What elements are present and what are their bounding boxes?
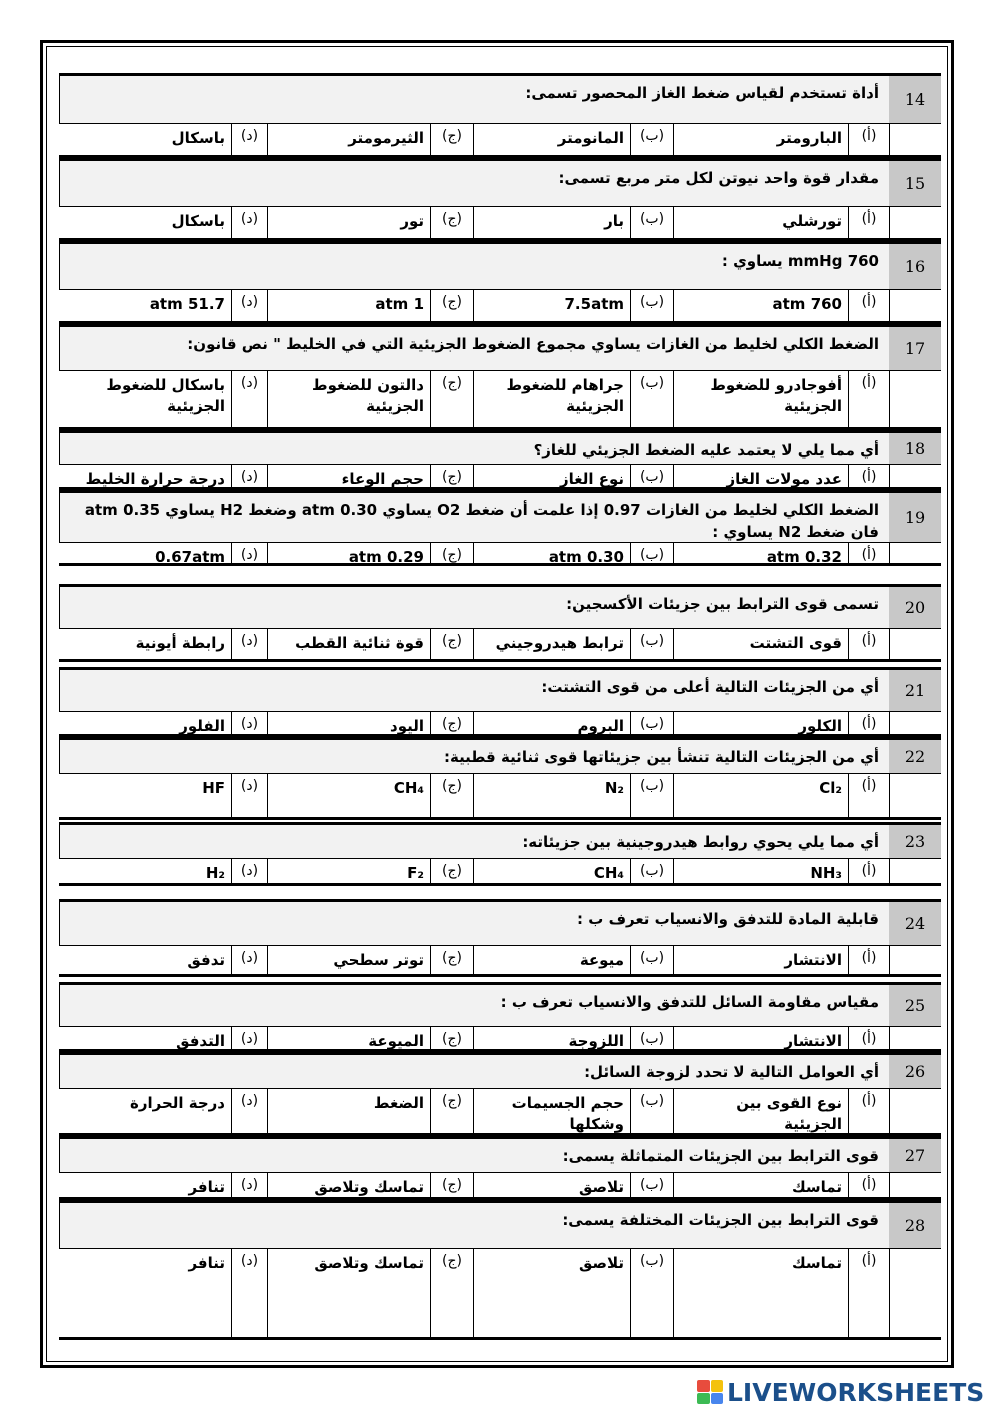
- question-number: 19: [889, 493, 941, 542]
- question-row: [59, 433, 941, 465]
- option-b-text[interactable]: 7.5atm: [473, 290, 630, 321]
- answer-row: [59, 859, 941, 883]
- question-row: [59, 1055, 941, 1089]
- option-a-text[interactable]: 760 atm: [673, 290, 848, 321]
- option-a-label: (أ): [848, 712, 889, 734]
- question-number: 15: [889, 161, 941, 206]
- option-b-label: (ب): [630, 774, 673, 817]
- answer-cell[interactable]: [889, 207, 941, 238]
- answer-cell[interactable]: [889, 465, 941, 487]
- option-c-text[interactable]: دالتون للضغوط الجزيئية: [267, 371, 430, 427]
- option-d-text[interactable]: تنافر: [188, 1178, 225, 1196]
- answer-cell[interactable]: [889, 712, 941, 734]
- answer-cell[interactable]: [889, 290, 941, 321]
- option-a-label: (أ): [848, 371, 889, 427]
- question-number: 21: [889, 670, 941, 711]
- option-b-text[interactable]: اللزوجة: [473, 1027, 630, 1049]
- option-d-label: (د): [231, 371, 267, 427]
- option-b-text[interactable]: المانومتر: [473, 124, 630, 155]
- answer-row: [59, 207, 941, 238]
- option-a-label: (أ): [848, 859, 889, 883]
- option-a-text[interactable]: Cl₂: [673, 774, 848, 817]
- question-block: [59, 1200, 941, 1340]
- answer-row: [59, 290, 941, 321]
- question-number: 14: [889, 76, 941, 123]
- option-b-text[interactable]: N₂: [473, 774, 630, 817]
- option-b-label: (ب): [630, 1027, 673, 1049]
- question-number: 23: [889, 825, 941, 858]
- answer-row: [59, 629, 941, 659]
- answer-cell[interactable]: [889, 774, 941, 817]
- option-d-label: (د): [231, 859, 267, 883]
- question-text: أي من الجزيئات التالية أعلى من قوى التشتت:: [59, 670, 889, 711]
- option-a-label: (أ): [848, 290, 889, 321]
- option-c-label: (ج): [430, 371, 473, 427]
- option-a-label: (أ): [848, 207, 889, 238]
- option-c-label: (ج): [430, 712, 473, 734]
- option-a-label: (أ): [848, 1173, 889, 1197]
- option-c-label: (ج): [430, 1027, 473, 1049]
- option-d-text[interactable]: درجة الحرارة: [129, 1094, 225, 1112]
- answer-row: [59, 371, 941, 427]
- option-b-label: (ب): [630, 465, 673, 487]
- question-text: مقدار قوة واحد نيوتن لكل متر مربع تسمى:: [59, 161, 889, 206]
- option-a-text[interactable]: الكلور: [673, 712, 848, 734]
- option-d-text[interactable]: باسكال: [171, 212, 225, 230]
- answer-row: [59, 124, 941, 155]
- question-text: قابلية المادة للتدفق والانسياب تعرف ب :: [59, 902, 889, 945]
- answer-cell[interactable]: [889, 946, 941, 974]
- option-b-text[interactable]: بار: [473, 207, 630, 238]
- option-c-text[interactable]: تور: [267, 207, 430, 238]
- option-c-text[interactable]: 1 atm: [267, 290, 430, 321]
- option-d-label: (د): [231, 1027, 267, 1049]
- option-c-text[interactable]: الثيرمومتر: [267, 124, 430, 155]
- option-d-label: (د): [231, 1173, 267, 1197]
- answer-row: [59, 712, 941, 734]
- option-d-label: (د): [231, 543, 267, 563]
- option-c-label: (ج): [430, 946, 473, 974]
- option-a-label: (أ): [848, 543, 889, 563]
- option-d-text[interactable]: HF: [202, 779, 225, 797]
- answer-cell[interactable]: [889, 1249, 941, 1337]
- option-d-label: (د): [231, 207, 267, 238]
- liveworksheets-logo: [697, 1379, 984, 1405]
- answer-cell[interactable]: [889, 859, 941, 883]
- question-text: أي العوامل التالية لا تحدد لزوجة السائل:: [59, 1055, 889, 1088]
- logo-text: LIVEWORKSHEETS: [727, 1377, 985, 1407]
- question-block: [59, 1136, 941, 1200]
- option-b-label: (ب): [630, 1249, 673, 1337]
- option-b-text[interactable]: ميوعة: [473, 946, 630, 974]
- option-d-text[interactable]: رابطة أيونية: [135, 634, 225, 652]
- option-d-text[interactable]: درجة حرارة الخليط: [85, 470, 225, 488]
- option-a-text[interactable]: تماسك: [673, 1249, 848, 1337]
- option-a-text[interactable]: نوع القوى بين الجزيئية: [673, 1089, 848, 1133]
- option-d-text[interactable]: باسكال: [171, 129, 225, 147]
- option-d-label: (د): [231, 290, 267, 321]
- option-a-label: (أ): [848, 629, 889, 659]
- option-b-label: (ب): [630, 543, 673, 563]
- option-a-label: (أ): [848, 124, 889, 155]
- option-a-label: (أ): [848, 1089, 889, 1133]
- option-d-label: (د): [231, 1089, 267, 1133]
- option-d-label: (د): [231, 774, 267, 817]
- option-c-text[interactable]: توتر سطحي: [267, 946, 430, 974]
- question-row: [59, 825, 941, 859]
- question-row: [59, 1203, 941, 1249]
- question-text: الضغط الكلي لخليط من الغازات 0.97 إذا علمت أن ضغط O2 يساوي 0.30 atm وضغط H2 يساوي 0.35 atm فان ضغط N2 يساوي :: [59, 493, 889, 542]
- question-row: [59, 740, 941, 774]
- option-a-label: (أ): [848, 1249, 889, 1337]
- answer-cell[interactable]: [889, 124, 941, 155]
- option-c-label: (ج): [430, 629, 473, 659]
- option-c-text[interactable]: F₂: [267, 859, 430, 883]
- option-d-text[interactable]: 51.7 atm: [149, 295, 225, 313]
- option-d-text[interactable]: H₂: [205, 864, 225, 882]
- question-row: [59, 902, 941, 946]
- option-b-text[interactable]: تلاصق: [473, 1249, 630, 1337]
- option-d-label: (د): [231, 946, 267, 974]
- option-a-text[interactable]: أفوجادرو للضغوط الجزيئية: [673, 371, 848, 427]
- answer-cell[interactable]: [889, 1089, 941, 1133]
- question-number: 25: [889, 985, 941, 1026]
- question-text: قوى الترابط بين الجزيئات المتماثلة يسمى:: [59, 1139, 889, 1172]
- option-c-text[interactable]: CH₄: [267, 774, 430, 817]
- question-text: مقياس مقاومة السائل للتدفق والانسياب تعرف ب :: [59, 985, 889, 1026]
- answer-row: [59, 1027, 941, 1049]
- option-b-label: (ب): [630, 629, 673, 659]
- option-c-label: (ج): [430, 207, 473, 238]
- option-a-label: (أ): [848, 946, 889, 974]
- question-row: [59, 985, 941, 1027]
- option-a-text[interactable]: عدد مولات الغاز: [673, 465, 848, 487]
- option-c-label: (ج): [430, 1173, 473, 1197]
- option-b-label: (ب): [630, 1173, 673, 1197]
- question-block: [59, 324, 941, 430]
- option-b-label: (ب): [630, 290, 673, 321]
- option-d-text[interactable]: التدفق: [176, 1032, 225, 1050]
- option-a-text[interactable]: تماسك: [673, 1173, 848, 1197]
- option-a-text[interactable]: 0.32 atm: [673, 543, 848, 563]
- question-text: قوى الترابط بين الجزيئات المختلفة يسمى:: [59, 1203, 889, 1248]
- answer-row: [59, 1249, 941, 1337]
- option-a-text[interactable]: الانتشار: [673, 1027, 848, 1049]
- option-a-text[interactable]: NH₃: [673, 859, 848, 883]
- option-d-text[interactable]: 0.67atm: [155, 548, 225, 566]
- option-b-label: (ب): [630, 371, 673, 427]
- option-a-text[interactable]: تورشلي: [673, 207, 848, 238]
- question-block: [59, 241, 941, 324]
- question-text: 760 mmHg يساوي :: [59, 244, 889, 289]
- option-c-text[interactable]: 0.29 atm: [267, 543, 430, 563]
- option-a-text[interactable]: البارومتر: [673, 124, 848, 155]
- question-number: 22: [889, 740, 941, 773]
- option-b-text[interactable]: تلاصق: [473, 1173, 630, 1197]
- option-a-label: (أ): [848, 774, 889, 817]
- option-d-label: (د): [231, 1249, 267, 1337]
- option-b-label: (ب): [630, 207, 673, 238]
- question-row: [59, 587, 941, 629]
- option-d-text[interactable]: تنافر: [188, 1254, 225, 1272]
- answer-row: [59, 543, 941, 566]
- option-c-label: (ج): [430, 543, 473, 563]
- question-text: تسمى قوى الترابط بين جزيئات الأكسجين:: [59, 587, 889, 628]
- option-c-label: (ج): [430, 465, 473, 487]
- answer-cell[interactable]: [889, 629, 941, 659]
- question-row: [59, 76, 941, 124]
- question-block: [59, 73, 941, 158]
- option-c-text[interactable]: تماسك وتلاصق: [267, 1173, 430, 1197]
- answer-cell[interactable]: [889, 543, 941, 563]
- question-text: الضغط الكلي لخليط من الغازات يساوي مجموع الضغوط الجزيئية التي في الخليط " نص قانون:: [59, 327, 889, 370]
- option-b-text[interactable]: نوع الغاز: [473, 465, 630, 487]
- answer-row: [59, 1173, 941, 1197]
- question-number: 24: [889, 902, 941, 945]
- option-d-text[interactable]: باسكال للضغوط الجزيئية: [106, 376, 225, 415]
- logo-icon: [697, 1380, 723, 1404]
- question-text: أداة تستخدم لقياس ضغط الغاز المحصور تسمى:: [59, 76, 889, 123]
- question-number: 16: [889, 244, 941, 289]
- question-row: [59, 670, 941, 712]
- option-c-label: (ج): [430, 859, 473, 883]
- question-block: [59, 822, 941, 886]
- question-number: 18: [889, 433, 941, 464]
- question-block: [59, 584, 941, 662]
- option-b-label: (ب): [630, 124, 673, 155]
- answer-row: [59, 774, 941, 817]
- option-c-label: (ج): [430, 1089, 473, 1133]
- question-block: [59, 667, 941, 737]
- question-block: [59, 490, 941, 566]
- question-row: [59, 161, 941, 207]
- question-row: [59, 244, 941, 290]
- question-number: 26: [889, 1055, 941, 1088]
- option-a-text[interactable]: قوى التشتت: [673, 629, 848, 659]
- answer-row: [59, 946, 941, 974]
- question-block: [59, 158, 941, 241]
- answer-cell[interactable]: [889, 1173, 941, 1197]
- question-block: [59, 982, 941, 1052]
- option-d-label: (د): [231, 629, 267, 659]
- question-number: 27: [889, 1139, 941, 1172]
- option-b-label: (ب): [630, 712, 673, 734]
- option-c-text[interactable]: تماسك وتلاصق: [267, 1249, 430, 1337]
- question-row: [59, 327, 941, 371]
- question-text: أي مما يلي يحوي روابط هيدروجينية بين جزيئاته:: [59, 825, 889, 858]
- option-b-text[interactable]: جراهام للضغوط الجزيئية: [473, 371, 630, 427]
- option-b-text[interactable]: البروم: [473, 712, 630, 734]
- option-d-text[interactable]: تدفق: [187, 951, 225, 969]
- question-block: [59, 899, 941, 977]
- option-c-text[interactable]: قوة ثنائية القطب: [267, 629, 430, 659]
- question-text: أي مما يلي لا يعتمد عليه الضغط الجزيئي للغاز؟: [59, 433, 889, 464]
- answer-row: [59, 465, 941, 487]
- option-a-label: (أ): [848, 1027, 889, 1049]
- question-block: [59, 430, 941, 490]
- option-c-text[interactable]: الضغط: [267, 1089, 430, 1133]
- question-number: 20: [889, 587, 941, 628]
- option-b-text[interactable]: CH₄: [473, 859, 630, 883]
- option-c-label: (ج): [430, 290, 473, 321]
- question-block: [59, 1052, 941, 1136]
- option-b-label: (ب): [630, 859, 673, 883]
- option-d-label: (د): [231, 124, 267, 155]
- question-row: [59, 493, 941, 543]
- option-b-text[interactable]: ترابط هيدروجيني: [473, 629, 630, 659]
- option-d-label: (د): [231, 465, 267, 487]
- option-d-text[interactable]: الفلور: [179, 717, 225, 735]
- option-c-text[interactable]: حجم الوعاء: [267, 465, 430, 487]
- question-row: [59, 1139, 941, 1173]
- answer-cell[interactable]: [889, 371, 941, 427]
- option-b-text[interactable]: 0.30 atm: [473, 543, 630, 563]
- option-b-label: (ب): [630, 946, 673, 974]
- option-c-text[interactable]: اليود: [267, 712, 430, 734]
- question-number: 17: [889, 327, 941, 370]
- option-d-label: (د): [231, 712, 267, 734]
- option-c-label: (ج): [430, 124, 473, 155]
- option-c-text[interactable]: الميوعة: [267, 1027, 430, 1049]
- option-c-label: (ج): [430, 774, 473, 817]
- option-a-text[interactable]: الانتشار: [673, 946, 848, 974]
- question-text: أي من الجزيئات التالية تنشأ بين جزيئاتها قوى ثنائية قطبية:: [59, 740, 889, 773]
- answer-row: [59, 1089, 941, 1133]
- question-block: [59, 737, 941, 820]
- question-number: 28: [889, 1203, 941, 1248]
- option-c-label: (ج): [430, 1249, 473, 1337]
- option-b-text[interactable]: حجم الجسيمات وشكلها: [473, 1089, 630, 1133]
- option-b-label: (ب): [630, 1089, 673, 1133]
- option-a-label: (أ): [848, 465, 889, 487]
- answer-cell[interactable]: [889, 1027, 941, 1049]
